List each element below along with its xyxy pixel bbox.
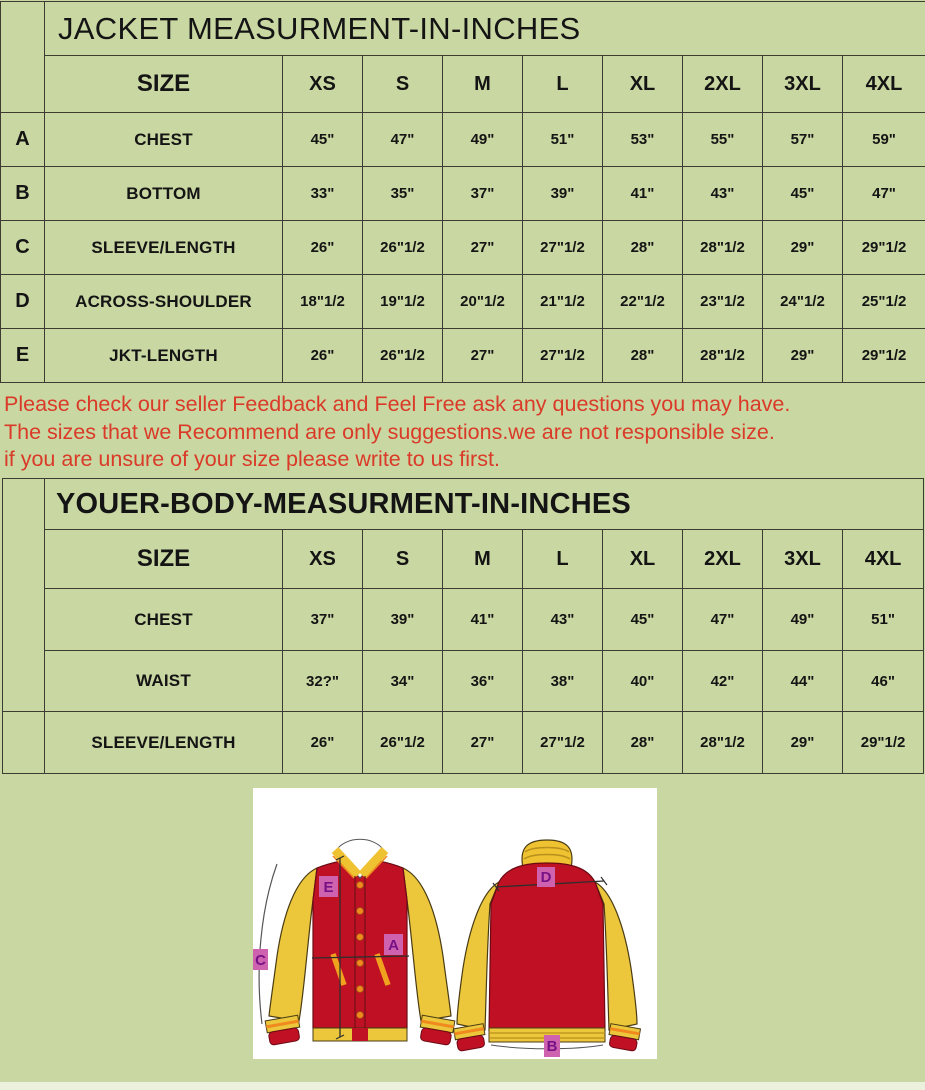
cell-value: 47": [843, 167, 925, 221]
corner-cell: [3, 712, 45, 774]
row-label: CHEST: [45, 113, 283, 167]
corner-cell: [1, 2, 45, 113]
size-col-xs: XS: [283, 530, 363, 589]
row-label: CHEST: [45, 589, 283, 651]
jacket-diagram-svg: [253, 788, 657, 1059]
cell-value: 43": [523, 589, 603, 651]
cell-value: 26"1/2: [363, 712, 443, 774]
cell-value: 37": [283, 589, 363, 651]
cell-value: 40": [603, 651, 683, 712]
jacket-front-illustration: [259, 839, 455, 1045]
table-row: [1, 329, 925, 383]
seller-note-line: The sizes that we Recommend are only suggestions.we are not responsible size.: [4, 419, 775, 444]
cell-value: 28"1/2: [683, 221, 763, 275]
row-label: SLEEVE/LENGTH: [45, 712, 283, 774]
row-key: C: [1, 221, 45, 275]
cell-value: 59": [843, 113, 925, 167]
cell-value: 28": [603, 221, 683, 275]
label-bottom: [544, 1035, 560, 1057]
cell-value: 26": [283, 221, 363, 275]
cell-value: 28"1/2: [683, 712, 763, 774]
body-table-title: YOUER-BODY-MEASURMENT-IN-INCHES: [45, 479, 924, 530]
size-col-m: M: [443, 530, 523, 589]
row-key: A: [1, 113, 45, 167]
cell-value: 27"1/2: [523, 221, 603, 275]
label-shoulder: [537, 867, 555, 887]
cell-value: 46": [843, 651, 924, 712]
row-label: BOTTOM: [45, 167, 283, 221]
cell-value: 28": [603, 712, 683, 774]
size-header: SIZE: [45, 530, 283, 589]
cell-value: 55": [683, 113, 763, 167]
cell-value: 21"1/2: [523, 275, 603, 329]
row-label: ACROSS-SHOULDER: [45, 275, 283, 329]
cell-value: 39": [363, 589, 443, 651]
cell-value: 49": [763, 589, 843, 651]
cell-value: 45": [603, 589, 683, 651]
cell-value: 53": [603, 113, 683, 167]
label-front-length: [319, 876, 338, 897]
label-sleeve: [253, 949, 268, 970]
front-left-cuff: [265, 1015, 302, 1045]
size-col-4xl: 4XL: [843, 530, 924, 589]
cell-value: 22"1/2: [603, 275, 683, 329]
size-col-l: L: [523, 530, 603, 589]
cell-value: 41": [443, 589, 523, 651]
cell-value: 26": [283, 712, 363, 774]
size-diagram: [253, 788, 657, 1059]
size-col-s: S: [363, 56, 443, 113]
cell-value: 47": [363, 113, 443, 167]
jacket-measurement-table: [0, 1, 925, 383]
table-row: [1, 167, 925, 221]
size-col-m: M: [443, 56, 523, 113]
row-key: B: [1, 167, 45, 221]
cell-value: 49": [443, 113, 523, 167]
cell-value: 47": [683, 589, 763, 651]
size-col-s: S: [363, 530, 443, 589]
front-length-letter: E: [323, 879, 334, 896]
cell-value: 44": [763, 651, 843, 712]
table-row: [3, 651, 924, 712]
size-col-xs: XS: [283, 56, 363, 113]
corner-cell: [3, 479, 45, 712]
cell-value: 29"1/2: [843, 329, 925, 383]
cell-value: 27": [443, 221, 523, 275]
size-col-2xl: 2XL: [683, 530, 763, 589]
cell-value: 27"1/2: [523, 329, 603, 383]
size-col-2xl: 2XL: [683, 56, 763, 113]
bottom-strip: [0, 1082, 925, 1090]
cell-value: 27": [443, 329, 523, 383]
row-label: WAIST: [45, 651, 283, 712]
cell-value: 51": [523, 113, 603, 167]
cell-value: 28": [603, 329, 683, 383]
table-row: [3, 589, 924, 651]
cell-value: 29"1/2: [843, 712, 924, 774]
size-col-3xl: 3XL: [763, 530, 843, 589]
size-col-4xl: 4XL: [843, 56, 925, 113]
cell-value: 28"1/2: [683, 329, 763, 383]
cell-value: 36": [443, 651, 523, 712]
size-col-l: L: [523, 56, 603, 113]
back-left-cuff: [454, 1024, 488, 1052]
size-header: SIZE: [45, 56, 283, 113]
table-row: [1, 113, 925, 167]
cell-value: 41": [603, 167, 683, 221]
cell-value: 20"1/2: [443, 275, 523, 329]
cell-value: 42": [683, 651, 763, 712]
cell-value: 33": [283, 167, 363, 221]
sleeve-letter: C: [255, 952, 266, 969]
table-row: [3, 712, 924, 774]
cell-value: 43": [683, 167, 763, 221]
cell-value: 26": [283, 329, 363, 383]
row-label: JKT-LENGTH: [45, 329, 283, 383]
cell-value: 34": [363, 651, 443, 712]
cell-value: 18"1/2: [283, 275, 363, 329]
front-right-cuff: [418, 1015, 455, 1045]
shoulder-letter: D: [540, 869, 552, 886]
cell-value: 29": [763, 221, 843, 275]
size-col-3xl: 3XL: [763, 56, 843, 113]
cell-value: 35": [363, 167, 443, 221]
body-measurement-table: [2, 478, 924, 774]
jacket-table-title: JACKET MEASURMENT-IN-INCHES: [45, 2, 925, 56]
seller-note-line: Please check our seller Feedback and Feel Free ask any questions you may have.: [4, 392, 791, 416]
cell-value: 57": [763, 113, 843, 167]
cell-value: 51": [843, 589, 924, 651]
front-chest-letter: A: [388, 937, 399, 954]
cell-value: 25"1/2: [843, 275, 925, 329]
cell-value: 26"1/2: [363, 221, 443, 275]
cell-value: 24"1/2: [763, 275, 843, 329]
cell-value: 39": [523, 167, 603, 221]
table-row: [1, 275, 925, 329]
cell-value: 45": [283, 113, 363, 167]
cell-value: 37": [443, 167, 523, 221]
cell-value: 26"1/2: [363, 329, 443, 383]
cell-value: 29"1/2: [843, 221, 925, 275]
row-label: SLEEVE/LENGTH: [45, 221, 283, 275]
bottom-letter: B: [546, 1038, 558, 1055]
row-key: E: [1, 329, 45, 383]
cell-value: 45": [763, 167, 843, 221]
cell-value: 27": [443, 712, 523, 774]
cell-value: 19"1/2: [363, 275, 443, 329]
cell-value: 23"1/2: [683, 275, 763, 329]
size-col-xl: XL: [603, 56, 683, 113]
cell-value: 32?": [283, 651, 363, 712]
label-front-chest: [384, 934, 403, 955]
seller-notes: [4, 391, 790, 474]
row-key: D: [1, 275, 45, 329]
cell-value: 38": [523, 651, 603, 712]
seller-note-line: if you are unsure of your size please write to us first.: [4, 447, 500, 471]
table-row: [1, 221, 925, 275]
size-col-xl: XL: [603, 530, 683, 589]
cell-value: 29": [763, 712, 843, 774]
back-right-cuff: [607, 1024, 641, 1052]
cell-value: 27"1/2: [523, 712, 603, 774]
cell-value: 29": [763, 329, 843, 383]
